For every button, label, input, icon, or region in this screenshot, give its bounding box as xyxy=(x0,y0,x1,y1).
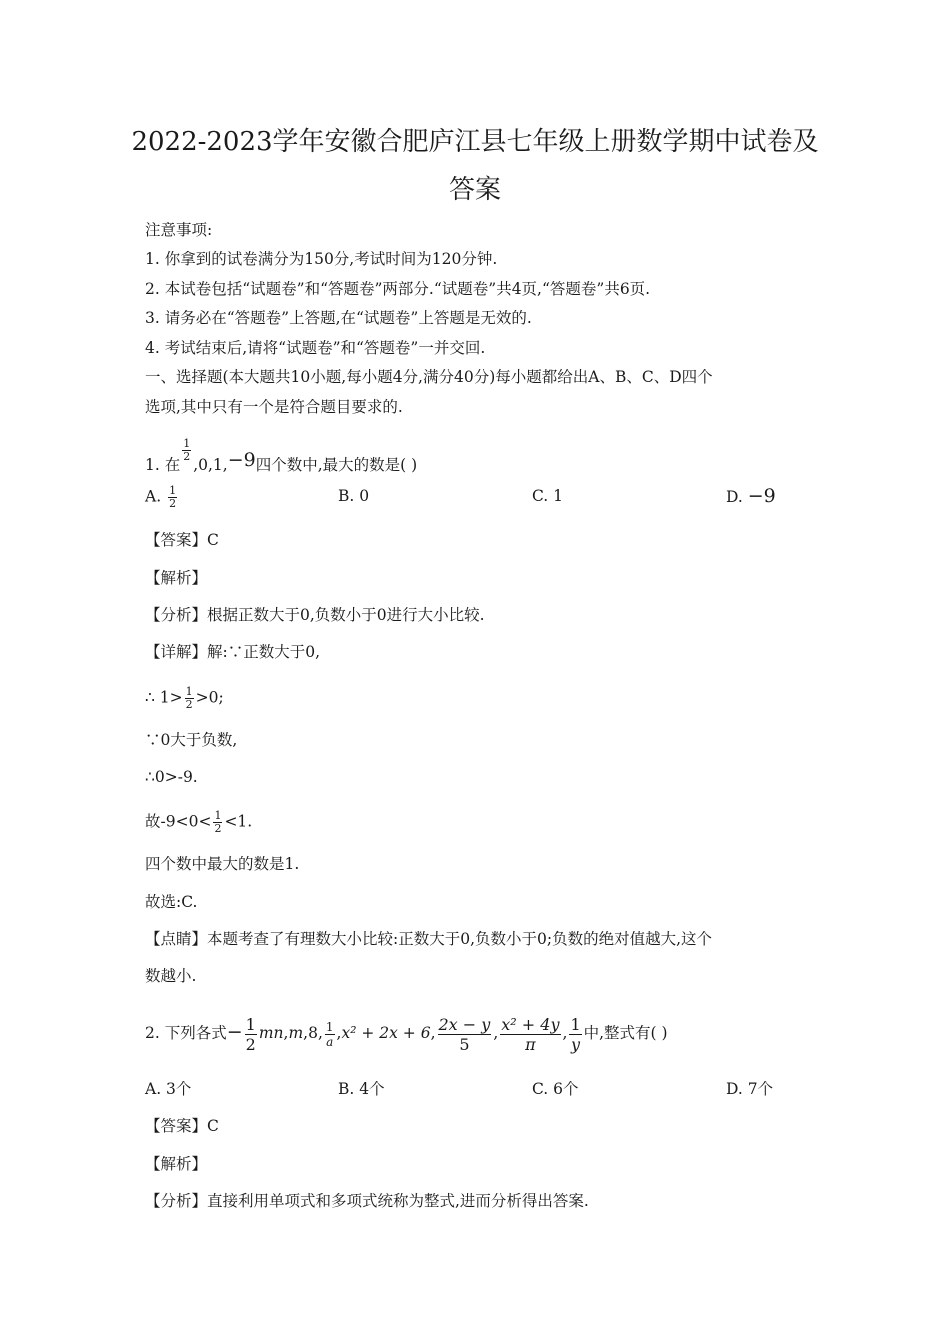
q1-step2: ∵0大于负数, xyxy=(145,731,238,749)
q2-e2: m xyxy=(288,1024,304,1042)
notice-item-3: 3. 请务必在“答题卷”上答题,在“试题卷”上答题是无效的. xyxy=(145,309,532,327)
q2-e1-den: 2 xyxy=(245,1034,256,1054)
q1-step1-post: >0; xyxy=(195,688,224,707)
q1-frac-den: 2 xyxy=(183,450,191,463)
q1-step1-num: 1 xyxy=(185,685,193,698)
q1-answer: 【答案】C xyxy=(145,531,219,549)
q2-e4: x² + 2x + 6 xyxy=(341,1024,431,1042)
q2-e5-den: 5 xyxy=(459,1034,470,1054)
q2-answer: 【答案】C xyxy=(145,1117,219,1135)
q2-option-d: D. 7个 xyxy=(726,1080,774,1098)
q2-sep4: , xyxy=(430,1024,436,1042)
q1-step4-frac xyxy=(213,810,222,835)
notice-header: 注意事项: xyxy=(145,221,213,239)
q2-e1-frac xyxy=(245,1015,257,1054)
q2-sep3: , xyxy=(336,1024,342,1042)
q1-jiexi: 【解析】 xyxy=(145,569,208,587)
q2-e5-frac xyxy=(438,1015,492,1054)
section1-line2: 选项,其中只有一个是符合题目要求的. xyxy=(145,398,403,416)
q2-e3-num: 1 xyxy=(325,1019,334,1034)
q1-dianjing-line1: 【点睛】本题考查了有理数大小比较:正数大于0,负数小于0;负数的绝对值越大,这个 xyxy=(145,930,713,948)
page-title-line1: 2022-2023学年安徽合肥庐江县七年级上册数学期中试卷及 xyxy=(131,127,819,157)
q2-option-b: B. 4个 xyxy=(338,1080,385,1098)
q2-e1-var: mn xyxy=(258,1024,284,1042)
page-title-line2: 答案 xyxy=(448,175,501,205)
q1-step4 xyxy=(145,810,252,835)
q2-e7-den: y xyxy=(571,1034,581,1054)
q2-jiexi: 【解析】 xyxy=(145,1155,208,1173)
q2-e1-num: 1 xyxy=(245,1014,256,1034)
notice-item-1: 1. 你拿到的试卷满分为150分,考试时间为120分钟. xyxy=(145,250,498,268)
q1-option-a-label: A. xyxy=(145,487,162,506)
q2-sep6: , xyxy=(562,1024,568,1042)
q1-neg9: −9 xyxy=(227,449,256,471)
q2-e1-sign: − xyxy=(226,1021,243,1043)
q1-xiangjie: 【详解】解:∵正数大于0, xyxy=(145,643,321,661)
q1-stem xyxy=(145,438,417,476)
q2-e7-frac xyxy=(569,1015,581,1054)
q2-e6-frac xyxy=(500,1015,560,1054)
q2-e3-den: a xyxy=(326,1034,334,1049)
q2-option-c: C. 6个 xyxy=(532,1080,579,1098)
q1-option-d-label: D. xyxy=(726,488,743,506)
q2-e7-num: 1 xyxy=(570,1014,581,1034)
q1-option-a-frac xyxy=(168,485,177,510)
q2-suffix: 中,整式有( ) xyxy=(583,1024,668,1042)
q2-e5-num: 2x − y xyxy=(438,1014,491,1034)
q1-option-a xyxy=(145,485,179,510)
q1-prefix: 1. 在 xyxy=(145,456,181,474)
q1-option-d-value: −9 xyxy=(747,485,776,507)
q2-e3-frac xyxy=(325,1020,335,1049)
q1-fenxi: 【分析】根据正数大于0,负数小于0进行大小比较. xyxy=(145,606,485,624)
q1-option-d xyxy=(726,485,776,508)
q1-step4-num: 1 xyxy=(214,809,222,822)
q2-e6-num: x² + 4y xyxy=(501,1014,560,1034)
q2-prefix: 2. 下列各式 xyxy=(145,1024,227,1042)
q1-step3: ∴0>-9. xyxy=(145,768,198,786)
q1-option-a-den: 2 xyxy=(169,497,177,510)
q2-option-a: A. 3个 xyxy=(145,1080,192,1098)
q1-suffix: 四个数中,最大的数是( ) xyxy=(255,456,418,474)
q1-step1-pre: ∴ 1> xyxy=(145,688,183,707)
q1-step4-post: <1. xyxy=(224,812,253,831)
q1-step1-frac xyxy=(185,686,194,711)
q1-dianjing-line2: 数越小. xyxy=(145,967,197,985)
q1-option-a-num: 1 xyxy=(169,484,177,497)
q2-sep1: , xyxy=(283,1024,289,1042)
q2-e6-den: π xyxy=(525,1034,536,1054)
notice-item-4: 4. 考试结束后,请将“试题卷”和“答题卷”一并交回. xyxy=(145,339,486,357)
q2-sep2: ,8, xyxy=(303,1024,323,1042)
q1-frac-half xyxy=(182,438,191,463)
q1-option-c: C. 1 xyxy=(532,487,564,505)
q1-step4-pre: 故-9<0< xyxy=(145,812,212,831)
q1-option-b: B. 0 xyxy=(338,487,370,505)
q1-step5: 四个数中最大的数是1. xyxy=(145,855,300,873)
q1-frac-num: 1 xyxy=(183,437,191,450)
q2-sep5: , xyxy=(493,1024,499,1042)
q2-fenxi: 【分析】直接利用单项式和多项式统称为整式,进而分析得出答案. xyxy=(145,1192,589,1210)
q1-step1-den: 2 xyxy=(185,698,193,711)
q1-step4-den: 2 xyxy=(214,822,222,835)
q1-step1 xyxy=(145,686,224,711)
q2-stem xyxy=(145,1013,668,1054)
q1-step6: 故选:C. xyxy=(145,893,198,911)
notice-item-2: 2. 本试卷包括“试题卷”和“答题卷”两部分.“试题卷”共4页,“答题卷”共6页. xyxy=(145,280,651,298)
q1-mid: ,0,1, xyxy=(193,456,228,474)
section1-line1: 一、选择题(本大题共10小题,每小题4分,满分40分)每小题都给出A、B、C、D四个 xyxy=(145,368,713,386)
